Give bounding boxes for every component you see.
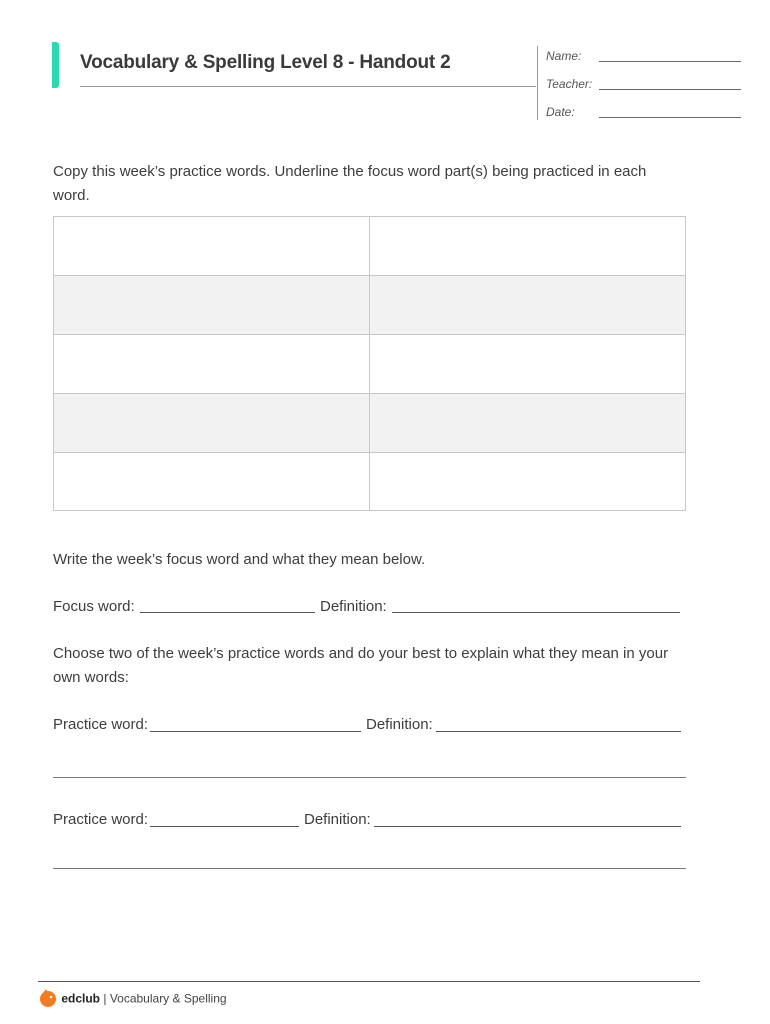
- practice-definition-2-extra-line: [53, 868, 686, 869]
- edclub-logo-icon: [38, 988, 58, 1011]
- header-accent-bar: [52, 42, 59, 88]
- footer: [38, 988, 227, 1008]
- grid-divider: [369, 217, 370, 510]
- focus-definition-label: Definition:: [320, 598, 387, 615]
- grid-cell: [54, 217, 369, 276]
- practice-words-instruction: Copy this week’s practice words. Underline the focus word part(s) being practiced in each word.: [53, 163, 647, 204]
- teacher-field: [546, 77, 741, 97]
- title-underline: [80, 86, 536, 87]
- teacher-label: Teacher:: [546, 77, 593, 91]
- focus-word-instruction: Write the week’s focus word and what they mean below.: [53, 551, 426, 568]
- grid-cell: [54, 276, 369, 335]
- date-label: Date:: [546, 105, 575, 119]
- page-title: Vocabulary & Spelling Level 8 - Handout 2: [80, 52, 451, 73]
- footer-rule: [38, 981, 700, 982]
- practice-explain-instruction: Choose two of the week’s practice words and do your best to explain what they mean in your own words:: [53, 645, 669, 686]
- focus-word-fill-line: [140, 612, 315, 613]
- practice-definition-1-fill-line: [436, 731, 681, 732]
- date-fill-line: [599, 117, 741, 118]
- focus-word-label: Focus word:: [53, 598, 135, 615]
- date-field: [546, 105, 741, 125]
- grid-cell: [54, 394, 369, 453]
- practice-word-1-fill-line: [150, 731, 361, 732]
- practice-definition-1-extra-line: [53, 777, 686, 778]
- grid-cell: [370, 453, 685, 511]
- footer-product: Vocabulary & Spelling: [109, 991, 227, 1006]
- practice-definition-2-label: Definition:: [304, 811, 371, 828]
- focus-definition-fill-line: [392, 612, 680, 613]
- practice-word-2-label: Practice word:: [53, 811, 149, 828]
- grid-cell: [54, 453, 369, 511]
- practice-word-2-fill-line: [150, 826, 299, 827]
- practice-definition-2-fill-line: [374, 826, 681, 827]
- name-fill-line: [599, 61, 741, 62]
- practice-definition-1-label: Definition:: [366, 716, 433, 733]
- name-label: Name:: [546, 49, 582, 63]
- name-field: [546, 49, 741, 69]
- practice-word-1-label: Practice word:: [53, 716, 149, 733]
- practice-words-grid: [53, 216, 686, 511]
- footer-separator: |: [100, 991, 110, 1006]
- teacher-fill-line: [599, 89, 741, 90]
- grid-cell: [370, 394, 685, 453]
- grid-cell: [370, 276, 685, 335]
- footer-brand: edclub: [61, 991, 101, 1006]
- header-divider: [537, 46, 538, 120]
- grid-cell: [370, 335, 685, 394]
- grid-cell: [370, 217, 685, 276]
- grid-cell: [54, 335, 369, 394]
